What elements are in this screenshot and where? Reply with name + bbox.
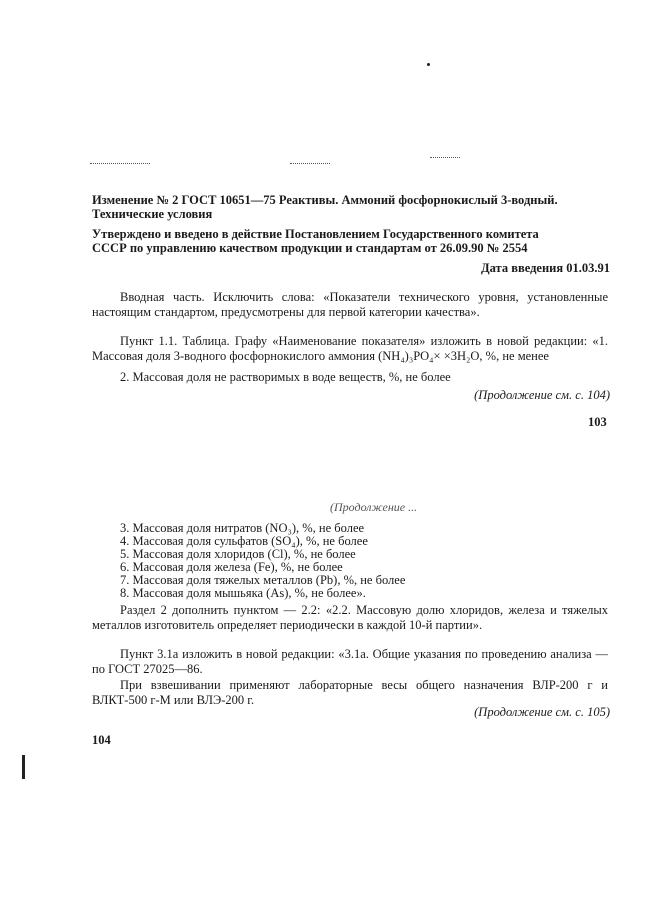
continuation-header: (Продолжение ... bbox=[330, 500, 418, 514]
list-item: 5. Массовая доля хлоридов (Cl), %, не более bbox=[120, 547, 356, 561]
paragraph-intro: Вводная часть. Исключить слова: «Показатели технического уровня, установленные настоящим стандартом, предусмотрены для первой категории качества». bbox=[92, 290, 608, 319]
list-item: 4. Массовая доля сульфатов (SO₄), %, не более bbox=[120, 534, 368, 548]
margin-mark bbox=[22, 755, 25, 779]
continued-note: (Продолжение см. с. 104) bbox=[474, 388, 610, 402]
continued-note: (Продолжение см. с. 105) bbox=[474, 705, 610, 719]
effective-date: Дата введения 01.03.91 bbox=[481, 261, 610, 275]
approval-statement: Утверждено и введено в действие Постановлением Государственного комитета СССР по управлению качеством продукции и стандартам от 26.09.90 № 2554 bbox=[92, 227, 539, 255]
scan-rule bbox=[90, 163, 150, 164]
paragraph-section-2: Раздел 2 дополнить пунктом — 2.2: «2.2. Массовую долю хлоридов, железа и тяжелых металлов изготовитель определяет периодически в каждой 10-й партии». bbox=[92, 603, 608, 632]
scan-rule bbox=[290, 163, 330, 164]
amendment-heading: Изменение № 2 ГОСТ 10651—75 Реактивы. Аммоний фосфорнокислый 3-водный. Технические условия bbox=[92, 193, 558, 221]
scan-rule bbox=[430, 157, 460, 158]
indicator-list bbox=[120, 522, 600, 600]
paragraph-item-3-1a: Пункт 3.1а изложить в новой редакции: «3.1а. Общие указания по проведению анализа — по ГОСТ 27025—86. bbox=[92, 647, 608, 676]
list-item: 3. Массовая доля нитратов (NO₃), %, не более bbox=[120, 521, 365, 535]
list-item: 6. Массовая доля железа (Fe), %, не более bbox=[120, 560, 343, 574]
paragraph-item-1-1: Пункт 1.1. Таблица. Графу «Наименование показателя» изложить в новой редакции: «1. Массовая доля 3-водного фосфорнокислого аммония (NH₄)₃PO₄× ×3H₂O, %, не менее bbox=[92, 334, 608, 363]
list-item: 8. Массовая доля мышьяка (As), %, не более». bbox=[120, 586, 366, 600]
paragraph-weighing: При взвешивании применяют лабораторные весы общего назначения ВЛР-200 г и ВЛКТ-500 г-М или ВЛЭ-200 г. bbox=[92, 678, 608, 707]
page-number: 103 bbox=[588, 415, 607, 429]
list-item: 7. Массовая доля тяжелых металлов (Pb), %, не более bbox=[120, 573, 406, 587]
scan-speck bbox=[427, 63, 430, 66]
paragraph-item-2: 2. Массовая доля не растворимых в воде веществ, %, не более bbox=[120, 370, 451, 384]
page-number: 104 bbox=[92, 733, 111, 747]
